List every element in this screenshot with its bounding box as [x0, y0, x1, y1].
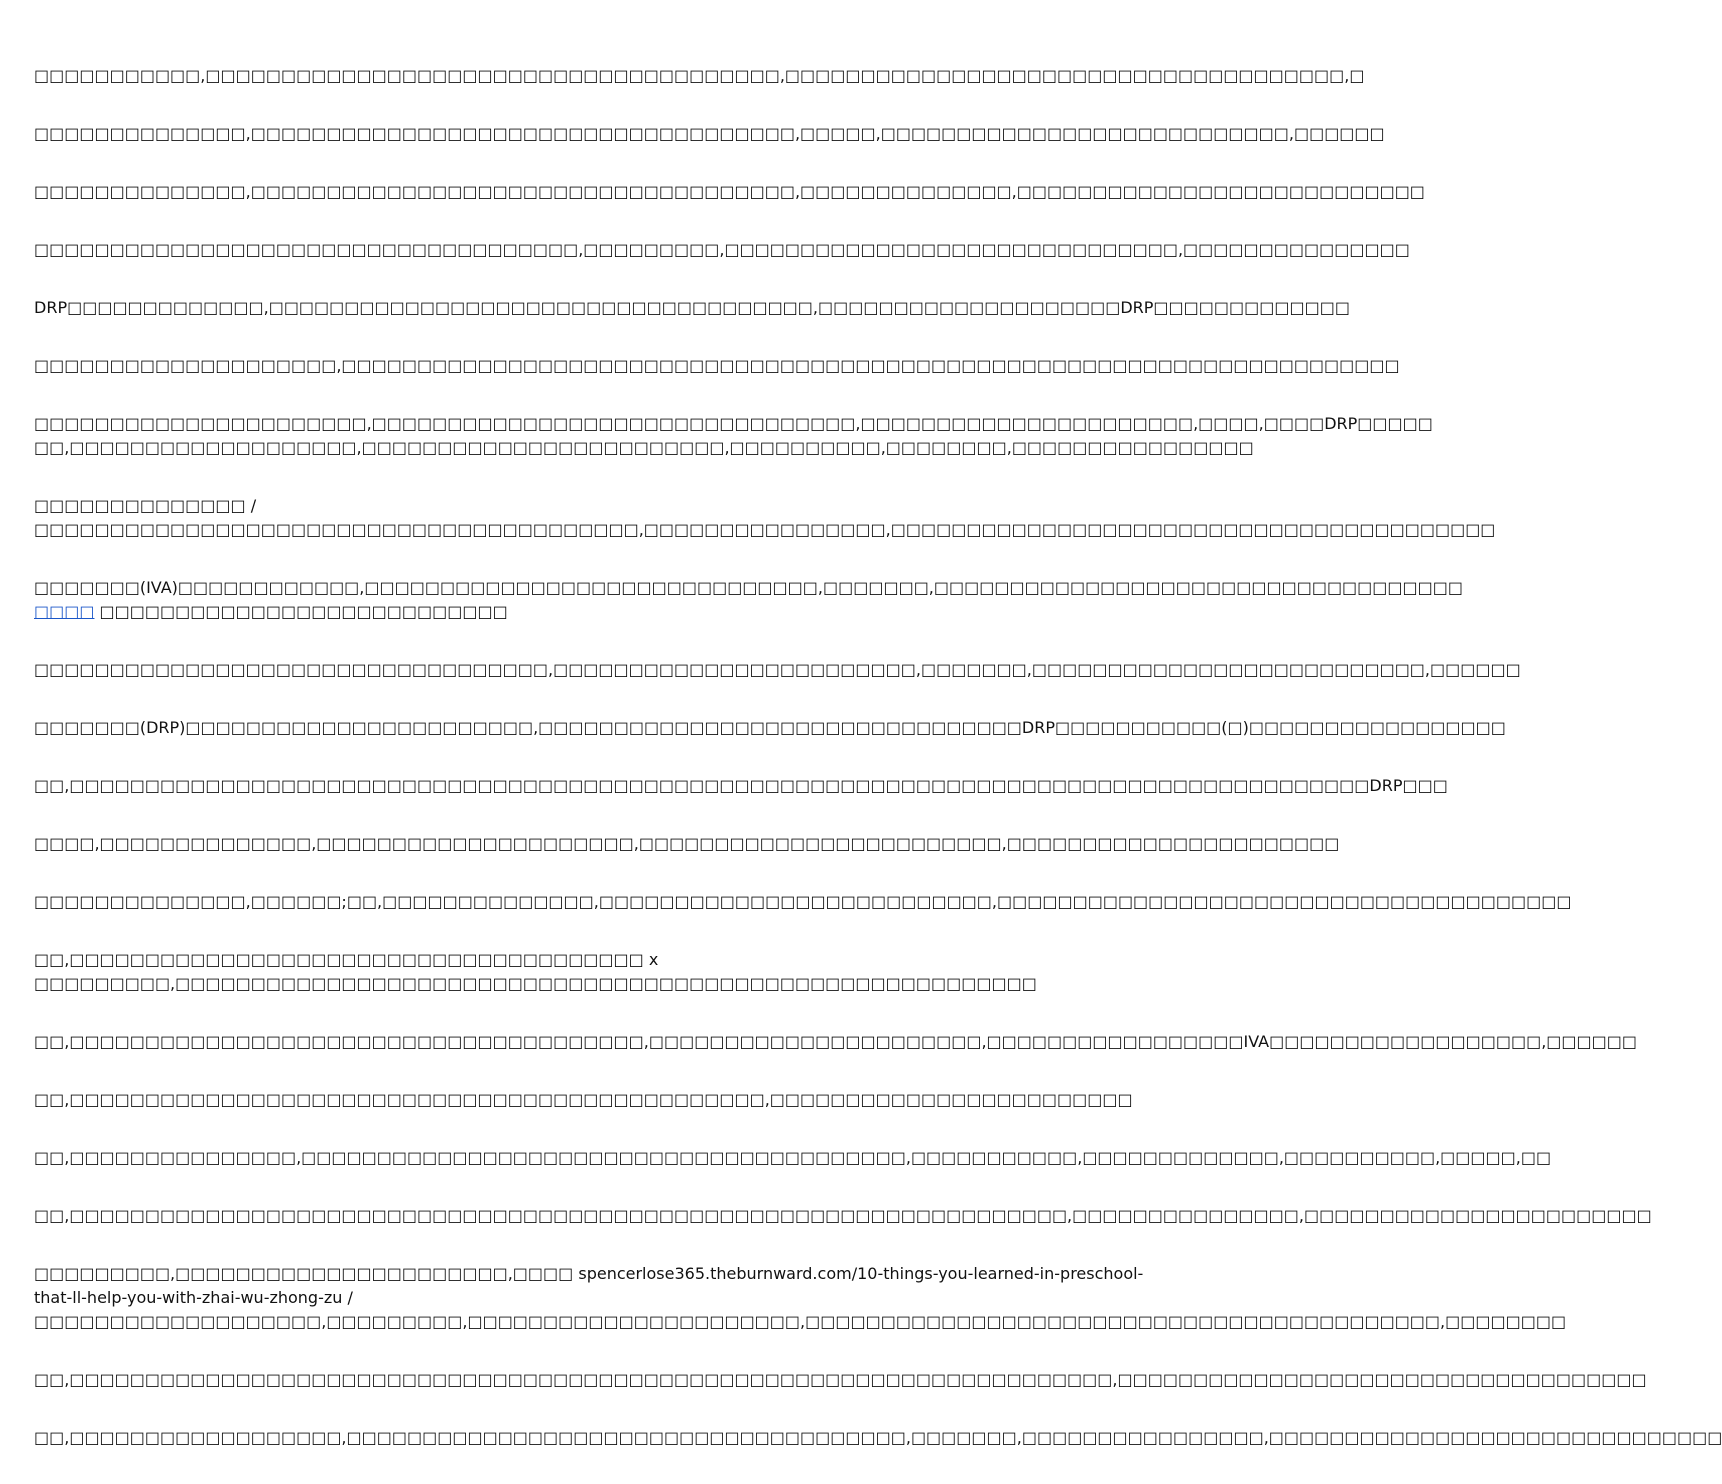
paragraph-line: □□,□□□□□□□□□□□□□□□□□□,□□□□□□□□□□□□□□□□□□□□□□□□□□□□□□□□□□□□□,□□□□□□□,□□□□□□□□□□□□□□□□,□□□□□□□□□□□□□□□□□□□□□□□□□□□□□□	[34, 1428, 1722, 1447]
paragraph-5	[34, 296, 1350, 320]
paragraph-line: □□,□□□□□□□□□□□□□□□□□□□□□□□□□□□□□□□□□□□□□□,□□□□□□□□□□□□□□□□□□□□□□,□□□□□□□□□□□□□□□□□IVA□□□□□□□□□□□□□□□□□□,□□□□□□	[34, 1032, 1637, 1051]
paragraph-21	[34, 1368, 1647, 1392]
paragraph-12	[34, 774, 1448, 798]
paragraph-15	[34, 948, 1037, 996]
paragraph-2	[34, 122, 1385, 146]
paragraph-line: □□□□□□□(IVA)□□□□□□□□□□□□,□□□□□□□□□□□□□□□□□□□□□□□□□□□□□□,□□□□□□□,□□□□□□□□□□□□□□□□□□□□□□□□□□□□□□□□□□□	[34, 578, 1463, 597]
inline-link[interactable]: □□□□	[34, 602, 95, 621]
paragraph-22	[34, 1426, 1722, 1450]
paragraph-line: □□,□□□□□□□□□□□□□□□□□□□,□□□□□□□□□□□□□□□□□□□□□□□□,□□□□□□□□□□,□□□□□□□□,□□□□□□□□□□□□□□□□	[34, 438, 1254, 457]
paragraph-line: □□□□□□□□□□□□□□□□□□□□□□□□□□□□□□□□□□□□□□□□,□□□□□□□□□□□□□□□□,□□□□□□□□□□□□□□□□□□□□□□□□□□□□□□□□□□□□□□□□	[34, 520, 1496, 539]
paragraph-line: □□,□□□□□□□□□□□□□□□□□□□□□□□□□□□□□□□□□□□□□□□□□□□□□□□□□□□□□□□□□□□□□□□□□□,□□□□□□□□□□□□□□□,□□□□□□□□□□□□□□□□□□□□□□□	[34, 1206, 1652, 1225]
paragraph-line: □□□□□□□□□□□□□□,□□□□□□;□□,□□□□□□□□□□□□□□,□□□□□□□□□□□□□□□□□□□□□□□□□□,□□□□□□□□□□□□□□□□□□□□□□□□□□□□□□□□□□□□□□	[34, 892, 1572, 911]
paragraph-line: □□□□□□□□□□□□□□,□□□□□□□□□□□□□□□□□□□□□□□□□□□□□□□□□□□□,□□□□□,□□□□□□□□□□□□□□□□□□□□□□□□□□□,□□□□□□	[34, 124, 1385, 143]
paragraph-line: □□□□□□□□□□□□□□,□□□□□□□□□□□□□□□□□□□□□□□□□□□□□□□□□□□□,□□□□□□□□□□□□□□,□□□□□□□□□□□□□□□□□□□□□□□□□□□	[34, 182, 1425, 201]
paragraph-line: □□□□□□□(DRP)□□□□□□□□□□□□□□□□□□□□□□□,□□□□□□□□□□□□□□□□□□□□□□□□□□□□□□□□DRP□□□□□□□□□□□(□)□□□□□□□□□□□□□□□□□	[34, 718, 1506, 737]
paragraph-line-with-link	[34, 600, 990, 624]
paragraph-17	[34, 1088, 1133, 1112]
paragraph-line: □□,□□□□□□□□□□□□□□□□□□□□□□□□□□□□□□□□□□□□□□ x	[34, 950, 659, 969]
paragraph-line: □□□□□□□□□□□□□□□□□□□□□□□□□□□□□□□□□□,□□□□□□□□□□□□□□□□□□□□□□□□,□□□□□□□,□□□□□□□□□□□□□□□□□□□□□□□□□□,□□□□□□	[34, 660, 1521, 679]
paragraph-6	[34, 354, 1400, 378]
paragraph-line: □□□□□□□□□□□□□□□□□□□□□□,□□□□□□□□□□□□□□□□□□□□□□□□□□□□□□□□,□□□□□□□□□□□□□□□□□□□□□□,□□□□,□□□□DRP□□□□□	[34, 414, 1433, 433]
paragraph-line: □□□□□□□□□□□□□□□□□□□□□□□□□□□□□□□□□□□□,□□□□□□□□□,□□□□□□□□□□□□□□□□□□□□□□□□□□□□□□,□□□□□□□□□□□□□□□	[34, 240, 1410, 259]
paragraph-13	[34, 832, 1340, 856]
paragraph-line: that-ll-help-you-with-zhai-wu-zhong-zu /	[34, 1288, 353, 1307]
paragraph-18	[34, 1146, 1552, 1170]
paragraph-10	[34, 658, 1521, 682]
paragraph-line: □□□□□□□□□□□□□□□□□□□,□□□□□□□□□,□□□□□□□□□□□□□□□□□□□□□□,□□□□□□□□□□□□□□□□□□□□□□□□□□□□□□□□□□□□□□□□□□,□□□□□□□□	[34, 1312, 1567, 1331]
paragraph-line: □□,□□□□□□□□□□□□□□□,□□□□□□□□□□□□□□□□□□□□□□□□□□□□□□□□□□□□□□□□,□□□□□□□□□□□,□□□□□□□□□□□□□,□□□□□□□□□□,□□□□□,□□	[34, 1148, 1552, 1167]
paragraph-line: □□□□□□□□□□□□□□ /	[34, 496, 257, 515]
paragraph-4	[34, 238, 1410, 262]
paragraph-19	[34, 1204, 1652, 1228]
paragraph-line: □□□□□□□□□,□□□□□□□□□□□□□□□□□□□□□□,□□□□ spencerlose365.theburnward.com/10-things-you-learned-in-preschool-	[34, 1264, 1144, 1283]
paragraph-8	[34, 494, 1496, 542]
paragraph-11	[34, 716, 1506, 740]
paragraph-line: □□,□□□□□□□□□□□□□□□□□□□□□□□□□□□□□□□□□□□□□□□□□□□□□□,□□□□□□□□□□□□□□□□□□□□□□□□	[34, 1090, 1133, 1109]
link-trailing-text: □□□□□□□□□□□□□□□□□□□□□□□□□□□	[94, 602, 508, 621]
paragraph-line: □□,□□□□□□□□□□□□□□□□□□□□□□□□□□□□□□□□□□□□□□□□□□□□□□□□□□□□□□□□□□□□□□□□□□□□□□□□□□□□□□□□□□□□□□DRP□□□	[34, 776, 1448, 795]
document-body	[34, 64, 1722, 1484]
paragraph-line: □□□□,□□□□□□□□□□□□□□,□□□□□□□□□□□□□□□□□□□□□,□□□□□□□□□□□□□□□□□□□□□□□□,□□□□□□□□□□□□□□□□□□□□□□	[34, 834, 1340, 853]
paragraph-1	[34, 64, 1365, 88]
paragraph-14	[34, 890, 1572, 914]
paragraph-line: □□□□□□□□□□□□□□□□□□□□,□□□□□□□□□□□□□□□□□□□□□□□□□□□□□□□□□□□□□□□□□□□□□□□□□□□□□□□□□□□□□□□□□□□□□□	[34, 356, 1400, 375]
paragraph-9	[34, 576, 1463, 624]
paragraph-16	[34, 1030, 1637, 1054]
paragraph-3	[34, 180, 1425, 204]
paragraph-line: □□,□□□□□□□□□□□□□□□□□□□□□□□□□□□□□□□□□□□□□□□□□□□□□□□□□□□□□□□□□□□□□□□□□□□□□,□□□□□□□□□□□□□□□□□□□□□□□□□□□□□□□□□□□	[34, 1370, 1647, 1389]
paragraph-line: DRP□□□□□□□□□□□□□,□□□□□□□□□□□□□□□□□□□□□□□□□□□□□□□□□□□□,□□□□□□□□□□□□□□□□□□□□DRP□□□□□□□□□□□□□	[34, 298, 1350, 317]
paragraph-20	[34, 1262, 1567, 1334]
paragraph-line: □□□□□□□□□□□,□□□□□□□□□□□□□□□□□□□□□□□□□□□□□□□□□□□□□□,□□□□□□□□□□□□□□□□□□□□□□□□□□□□□□□□□□□□□,□	[34, 66, 1365, 85]
paragraph-line: □□□□□□□□□,□□□□□□□□□□□□□□□□□□□□□□□□□□□□□□□□□□□□□□□□□□□□□□□□□□□□□□□□□	[34, 974, 1037, 993]
paragraph-7	[34, 412, 1433, 460]
